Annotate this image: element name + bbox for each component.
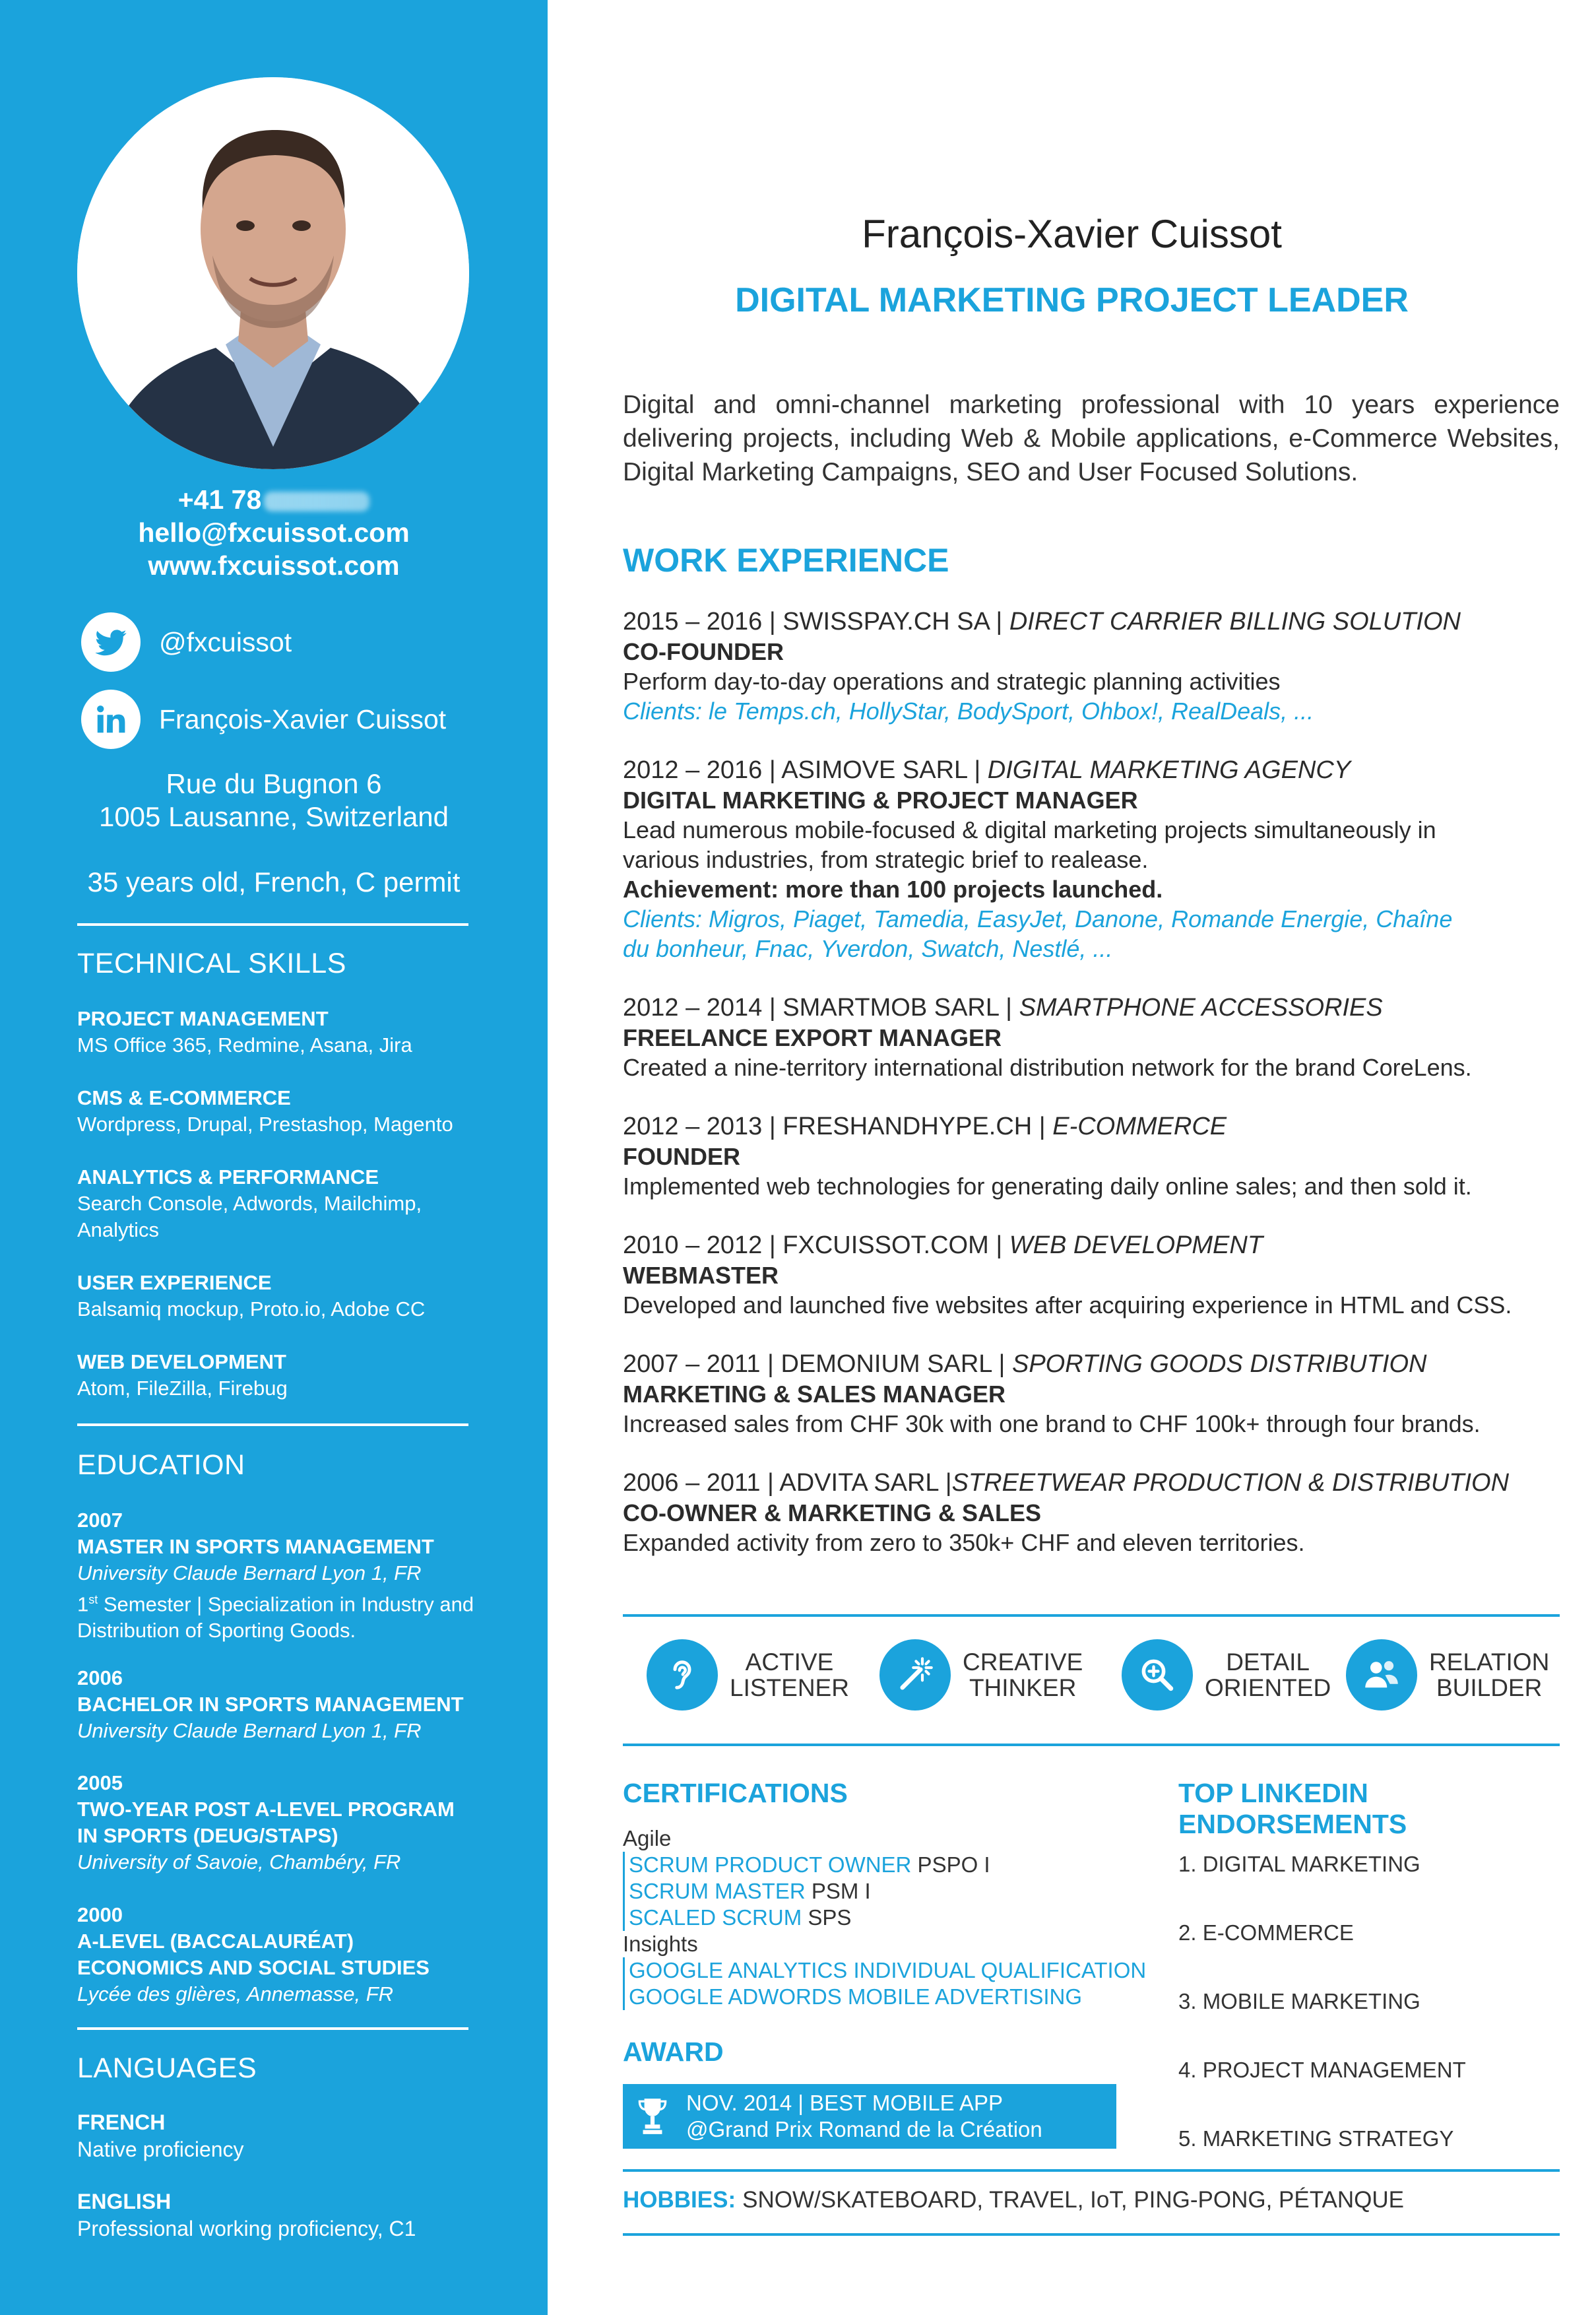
certifications-list (623, 1825, 1151, 2010)
cert-item (623, 1905, 1151, 1931)
ear-icon (647, 1639, 718, 1711)
people-icon (1346, 1639, 1417, 1711)
skill-desc: MS Office 365, Redmine, Asana, Jira (77, 1033, 412, 1057)
skill-title: PROJECT MANAGEMENT (77, 1007, 329, 1030)
endorsements-heading: TOP LINKEDIN ENDORSEMENTS (1178, 1778, 1407, 1839)
education-year: 2007 (77, 1509, 123, 1532)
cert-item (623, 1852, 1151, 1878)
education-heading: EDUCATION (77, 1449, 245, 1481)
skill-desc: Search Console, Adwords, Mailchimp, Analytics (77, 1192, 422, 1241)
trait-active-listener (647, 1639, 849, 1711)
phone-row (0, 483, 548, 516)
job-header (623, 1231, 1573, 1260)
education-school: Lycée des glières, Annemasse, FR (77, 1982, 394, 2005)
skill-item (77, 1006, 499, 1059)
job-entry (623, 1468, 1573, 1557)
award-heading: AWARD (623, 2037, 724, 2067)
job-role: CO-FOUNDER (623, 638, 784, 665)
section-divider (623, 2233, 1560, 2236)
note-number: 1 (77, 1592, 89, 1616)
education-item (77, 1665, 513, 1744)
trait-line: LISTENER (730, 1674, 849, 1701)
trait-line: RELATION (1429, 1648, 1550, 1676)
trait-detail-oriented (1122, 1639, 1331, 1711)
job-clients: Clients: le Temps.ch, HollyStar, BodySport, Ohbox!, RealDeals, ... (623, 698, 1314, 725)
job-clients: Clients: Migros, Piaget, Tamedia, EasyJet, Danone, Romande Energie, Chaîne du bonheur, Fnac, Yverdon, Swatch, Nestlé, ... (623, 905, 1453, 962)
education-item (77, 1507, 513, 1644)
endorsement-item: 4. PROJECT MANAGEMENT (1178, 2058, 1466, 2082)
profile-photo (77, 77, 469, 469)
cert-name: SCRUM MASTER (629, 1879, 806, 1903)
cert-item (623, 1957, 1151, 1984)
section-divider (623, 2169, 1560, 2172)
trait-label (1205, 1649, 1331, 1701)
job-header (623, 1468, 1573, 1498)
cert-suffix: SPS (802, 1905, 852, 1930)
job-sector: SMARTPHONE ACCESSORIES (1019, 994, 1383, 1022)
job-role: FOUNDER (623, 1143, 740, 1170)
job-description: Expanded activity from zero to 350k+ CHF and eleven territories. (623, 1529, 1305, 1556)
skill-desc: Atom, FileZilla, Firebug (77, 1377, 288, 1400)
trait-line: THINKER (969, 1674, 1077, 1701)
education-note (77, 1586, 513, 1644)
job-header (623, 607, 1573, 637)
sidebar-divider (77, 1423, 468, 1426)
job-description: Implemented web technologies for generating daily online sales; and then sold it. (623, 1173, 1472, 1200)
education-degree: TWO-YEAR POST A-LEVEL PROGRAM IN SPORTS (DEUG/STAPS) (77, 1798, 455, 1847)
job-entry (623, 1231, 1573, 1320)
hobbies-value: SNOW/SKATEBOARD, TRAVEL, IoT, PING-PONG, PÉTANQUE (742, 2187, 1404, 2213)
award-line: @Grand Prix Romand de la Création (686, 2117, 1042, 2141)
trophy-icon (623, 2096, 682, 2137)
address-street: Rue du Bugnon 6 (166, 768, 382, 799)
job-sector: STREETWEAR PRODUCTION & DISTRIBUTION (951, 1469, 1510, 1497)
magnifier-icon (1122, 1639, 1193, 1711)
job-description: Lead numerous mobile-focused & digital marketing projects simultaneously in various industries, from strategic brief to realease. (623, 816, 1436, 873)
job-sector: WEB DEVELOPMENT (1009, 1231, 1263, 1259)
award-line: NOV. 2014 | BEST MOBILE APP (686, 2091, 1003, 2115)
endorsement-item: 2. E-COMMERCE (1178, 1920, 1354, 1945)
certifications-heading: CERTIFICATIONS (623, 1778, 848, 1808)
trait-line: CREATIVE (963, 1648, 1083, 1676)
note-ordinal: st (88, 1593, 98, 1606)
job-role: FREELANCE EXPORT MANAGER (623, 1024, 1002, 1051)
job-header (623, 756, 1454, 785)
job-achievement: Achievement: more than 100 projects launched. (623, 876, 1163, 903)
job-header (623, 1350, 1573, 1379)
skill-title: USER EXPERIENCE (77, 1271, 272, 1294)
trait-line: BUILDER (1436, 1674, 1543, 1701)
education-degree: A-LEVEL (BACCALAURÉAT) ECONOMICS AND SOCIAL STUDIES (77, 1930, 430, 1979)
skill-title: ANALYTICS & PERFORMANCE (77, 1165, 379, 1189)
cert-suffix: PSM I (805, 1879, 871, 1903)
award-text (686, 2090, 1042, 2143)
job-description: Created a nine-territory international distribution network for the brand CoreLens. (623, 1054, 1472, 1081)
trait-creative-thinker (879, 1639, 1083, 1711)
job-period: 2012 – 2014 | SMARTMOB SARL | (623, 994, 1019, 1022)
section-divider (623, 1744, 1560, 1746)
job-sector: E-COMMERCE (1052, 1113, 1227, 1140)
skill-item (77, 1085, 499, 1138)
language-name: FRENCH (77, 2110, 166, 2134)
skill-item (77, 1349, 499, 1402)
skill-desc: Wordpress, Drupal, Prestashop, Magento (77, 1113, 453, 1136)
endorsement-item: 1. DIGITAL MARKETING (1178, 1852, 1420, 1876)
job-entry (623, 1350, 1573, 1439)
cert-item (623, 1984, 1151, 2010)
trait-relation-builder (1346, 1639, 1549, 1711)
twitter-handle: @fxcuissot (159, 626, 292, 657)
cert-suffix: PSPO I (911, 1852, 990, 1877)
trait-line: ORIENTED (1205, 1674, 1331, 1701)
job-sector: SPORTING GOODS DISTRIBUTION (1011, 1350, 1427, 1378)
technical-skills-heading: TECHNICAL SKILLS (77, 948, 346, 979)
job-role: CO-OWNER & MARKETING & SALES (623, 1499, 1041, 1526)
language-name: ENGLISH (77, 2190, 172, 2213)
job-entry (623, 993, 1573, 1082)
address-city: 1005 Lausanne, Switzerland (98, 801, 449, 832)
endorsement-item: 3. MOBILE MARKETING (1178, 1989, 1420, 2013)
job-role: MARKETING & SALES MANAGER (623, 1381, 1006, 1408)
contact-block (0, 483, 548, 582)
skill-title: CMS & E-COMMERCE (77, 1086, 291, 1109)
cert-group-label: Agile (623, 1826, 672, 1850)
trait-label (730, 1649, 849, 1701)
note-text: Semester | Specialization in Industry and Distribution of Sporting Goods. (77, 1592, 474, 1643)
education-degree: BACHELOR IN SPORTS MANAGEMENT (77, 1693, 464, 1716)
linkedin-name: François-Xavier Cuissot (159, 703, 447, 734)
job-entry (623, 756, 1454, 963)
candidate-name: François-Xavier Cuissot (862, 212, 1282, 256)
skill-title: WEB DEVELOPMENT (77, 1350, 286, 1373)
languages-heading: LANGUAGES (77, 2052, 257, 2084)
skill-desc: Balsamiq mockup, Proto.io, Adobe CC (77, 1297, 426, 1321)
education-school: University Claude Bernard Lyon 1, FR (77, 1719, 422, 1742)
phone-number[interactable]: +41 78 (177, 484, 262, 515)
job-entry (623, 1112, 1573, 1201)
hobbies-row (623, 2187, 1404, 2213)
job-period: 2012 – 2013 | FRESHANDHYPE.CH | (623, 1113, 1053, 1140)
job-role: DIGITAL MARKETING & PROJECT MANAGER (623, 787, 1138, 814)
skill-item (77, 1164, 447, 1243)
education-degree: MASTER IN SPORTS MANAGEMENT (77, 1535, 434, 1558)
twitter-row[interactable] (81, 612, 292, 672)
linkedin-row[interactable] (81, 690, 446, 749)
job-description: Developed and launched five websites after acquiring experience in HTML and CSS. (623, 1291, 1512, 1319)
sidebar (0, 0, 548, 2315)
education-year: 2005 (77, 1771, 123, 1794)
sidebar-divider (77, 2027, 468, 2030)
portrait-image (77, 77, 469, 469)
section-divider (623, 1614, 1560, 1617)
hobbies-label: HOBBIES: (623, 2187, 736, 2213)
job-sector: DIGITAL MARKETING AGENCY (987, 756, 1351, 784)
job-sector: DIRECT CARRIER BILLING SOLUTION (1009, 608, 1461, 636)
cert-item (623, 1878, 1151, 1905)
work-experience-heading: WORK EXPERIENCE (623, 542, 949, 579)
job-period: 2010 – 2012 | FXCUISSOT.COM | (623, 1231, 1009, 1259)
award-banner (623, 2084, 1116, 2149)
education-school: University of Savoie, Chambéry, FR (77, 1850, 401, 1874)
skill-item (77, 1270, 499, 1322)
job-period: 2007 – 2011 | DEMONIUM SARL | (623, 1350, 1012, 1378)
cert-name: SCRUM PRODUCT OWNER (629, 1852, 912, 1877)
website-link[interactable]: www.fxcuissot.com (148, 550, 400, 581)
linkedin-icon (81, 690, 141, 749)
cert-name: GOOGLE ANALYTICS INDIVIDUAL QUALIFICATION (629, 1958, 1147, 1982)
language-level: Native proficiency (77, 2137, 244, 2161)
education-item (77, 1770, 473, 1875)
job-header (623, 1112, 1573, 1142)
trait-line: ACTIVE (745, 1648, 834, 1676)
phone-redaction (264, 492, 369, 511)
job-period: 2012 – 2016 | ASIMOVE SARL | (623, 756, 988, 784)
cert-name: SCALED SCRUM (629, 1905, 802, 1930)
education-school: University Claude Bernard Lyon 1, FR (77, 1561, 422, 1584)
trait-label (1429, 1649, 1549, 1701)
sidebar-divider (77, 923, 468, 926)
trait-label (963, 1649, 1083, 1701)
endorsement-item: 5. MARKETING STRATEGY (1178, 2126, 1454, 2151)
email-link[interactable]: hello@fxcuissot.com (138, 517, 410, 548)
personal-facts: 35 years old, French, C permit (87, 866, 461, 897)
address-block (0, 767, 548, 833)
cert-group-label: Insights (623, 1932, 698, 1956)
education-year: 2006 (77, 1666, 123, 1689)
job-description: Perform day-to-day operations and strategic planning activities (623, 668, 1281, 695)
profile-summary: Digital and omni-channel marketing professional with 10 years experience delivering projects, including Web & Mobile applications, e-Commerce Websites, Digital Marketing Campaigns, SEO and User Focused Solutions. (623, 391, 1560, 486)
job-entry (623, 607, 1573, 726)
education-year: 2000 (77, 1903, 123, 1926)
magic-wand-icon (879, 1639, 951, 1711)
job-period: 2006 – 2011 | ADVITA SARL | (623, 1469, 952, 1497)
job-role: WEBMASTER (623, 1262, 779, 1289)
job-description: Increased sales from CHF 30k with one brand to CHF 100k+ through four brands. (623, 1410, 1481, 1437)
candidate-title: DIGITAL MARKETING PROJECT LEADER (735, 281, 1409, 319)
job-header (623, 993, 1573, 1023)
trait-line: DETAIL (1226, 1648, 1310, 1676)
language-level: Professional working proficiency, C1 (77, 2217, 416, 2240)
job-period: 2015 – 2016 | SWISSPAY.CH SA | (623, 608, 1009, 636)
language-item (77, 2188, 499, 2242)
language-item (77, 2109, 499, 2163)
cert-name: GOOGLE ADWORDS MOBILE ADVERTISING (629, 1984, 1083, 2009)
twitter-icon (81, 612, 141, 672)
education-item (77, 1902, 473, 2007)
